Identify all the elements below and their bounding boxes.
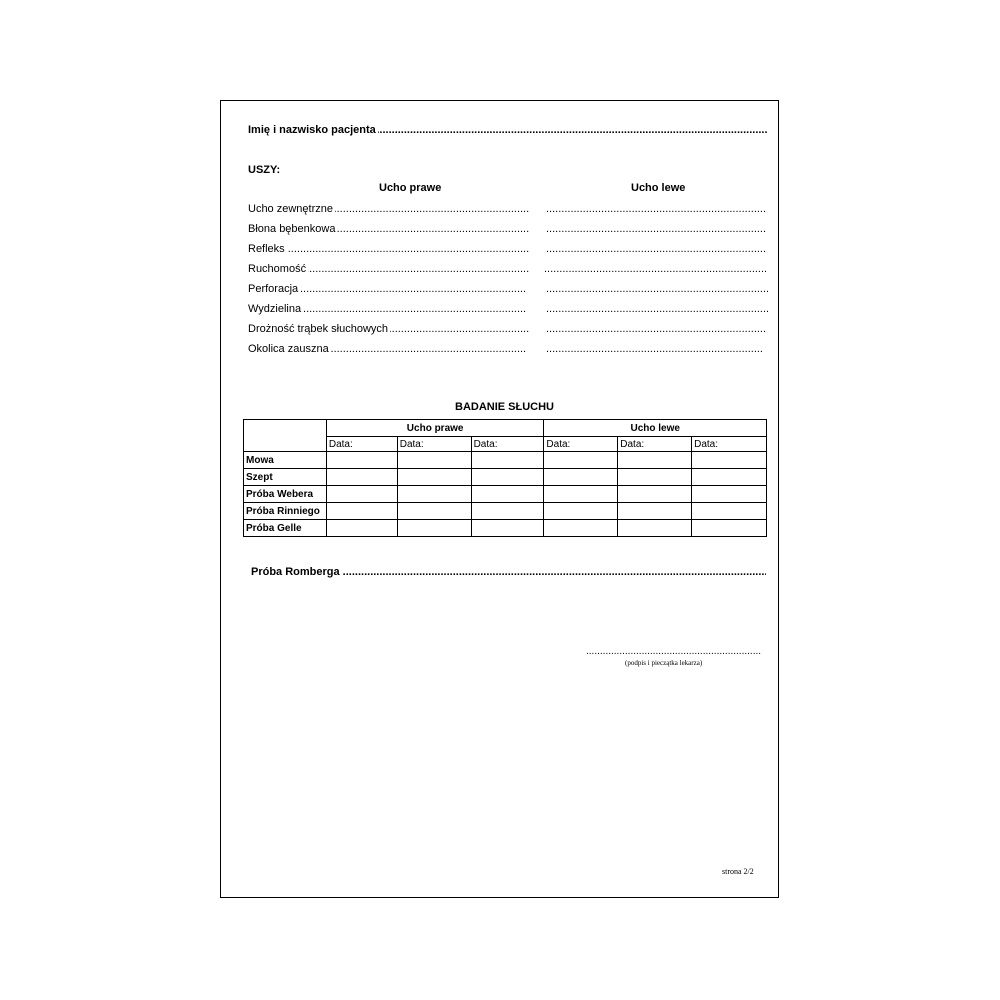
date-cell[interactable]: Data: <box>544 437 618 452</box>
result-cell[interactable] <box>471 452 544 469</box>
ears-row-left-field[interactable] <box>546 323 766 336</box>
row-label: Próba Gelle <box>244 520 327 537</box>
result-cell[interactable] <box>471 486 544 503</box>
ears-row-left-field[interactable] <box>546 303 768 316</box>
ears-row[interactable]: Okolica zauszna ..... <box>248 343 527 356</box>
ears-row-left-field[interactable] <box>546 343 764 356</box>
result-cell[interactable] <box>326 469 397 486</box>
ears-col-right-header: Ucho prawe <box>379 182 442 194</box>
date-cell[interactable]: Data: <box>471 437 544 452</box>
ears-row[interactable]: Ruchomość ..... <box>248 263 529 276</box>
ears-row[interactable]: Drożność trąbek słuchowych ..... <box>248 323 529 336</box>
page-number: strona 2/2 <box>722 867 754 876</box>
romberg-label: Próba Romberga <box>251 566 340 578</box>
result-cell[interactable] <box>692 520 767 537</box>
document-page <box>220 100 779 898</box>
result-cell[interactable] <box>692 503 767 520</box>
ears-col-left-header: Ucho lewe <box>631 182 686 194</box>
ears-row-left-field[interactable] <box>546 283 768 296</box>
date-cell[interactable]: Data: <box>692 437 767 452</box>
date-cell[interactable]: Data: <box>618 437 692 452</box>
patient-name-label: Imię i nazwisko pacjenta <box>248 124 376 136</box>
ears-section-title: USZY: <box>248 164 281 176</box>
result-cell[interactable] <box>692 452 767 469</box>
ears-row-left-field[interactable] <box>546 243 766 256</box>
hearing-title: BADANIE SŁUCHU <box>455 401 554 413</box>
result-cell[interactable] <box>326 503 397 520</box>
result-cell[interactable] <box>397 503 471 520</box>
result-cell[interactable] <box>618 520 692 537</box>
result-cell[interactable] <box>544 469 618 486</box>
result-cell[interactable] <box>692 469 767 486</box>
table-row <box>244 469 767 486</box>
result-cell[interactable] <box>544 452 618 469</box>
result-cell[interactable] <box>618 452 692 469</box>
signature-caption: (podpis i pieczątka lekarza) <box>625 659 703 667</box>
result-cell[interactable] <box>544 520 618 537</box>
row-label: Szept <box>244 469 327 486</box>
table-row <box>244 520 767 537</box>
result-cell[interactable] <box>618 469 692 486</box>
result-cell[interactable] <box>471 469 544 486</box>
hearing-table <box>243 419 767 537</box>
ears-row[interactable]: Błona bębenkowa ..... <box>248 223 529 236</box>
ears-row-left-field[interactable] <box>546 203 766 216</box>
table-row <box>244 503 767 520</box>
ears-row-left-field[interactable] <box>544 263 766 276</box>
signature-line[interactable] <box>586 646 761 657</box>
result-cell[interactable] <box>326 520 397 537</box>
result-cell[interactable] <box>618 503 692 520</box>
result-cell[interactable] <box>326 452 397 469</box>
result-cell[interactable] <box>326 486 397 503</box>
result-cell[interactable] <box>397 486 471 503</box>
result-cell[interactable] <box>397 452 471 469</box>
ears-row-left-field[interactable] <box>546 223 766 236</box>
ears-row[interactable]: Ucho zewnętrzne ..... <box>248 203 529 216</box>
date-cell[interactable]: Data: <box>397 437 471 452</box>
result-cell[interactable] <box>471 503 544 520</box>
result-cell[interactable] <box>544 486 618 503</box>
table-header-right-ear: Ucho prawe <box>326 420 544 437</box>
ears-row[interactable]: Wydzielina ..... <box>248 303 527 316</box>
result-cell[interactable] <box>544 503 618 520</box>
result-cell[interactable] <box>397 469 471 486</box>
row-label: Próba Rinniego <box>244 503 327 520</box>
table-row <box>244 486 767 503</box>
result-cell[interactable] <box>618 486 692 503</box>
patient-name-line[interactable] <box>248 124 768 137</box>
romberg-line[interactable] <box>251 566 766 579</box>
result-cell[interactable] <box>471 520 544 537</box>
row-label: Próba Webera <box>244 486 327 503</box>
result-cell[interactable] <box>692 486 767 503</box>
date-cell[interactable]: Data: <box>326 437 397 452</box>
ears-row[interactable]: Refleks ..... <box>248 243 529 256</box>
table-corner <box>244 420 327 452</box>
result-cell[interactable] <box>397 520 471 537</box>
table-header-left-ear: Ucho lewe <box>544 420 767 437</box>
table-row <box>244 452 767 469</box>
row-label: Mowa <box>244 452 327 469</box>
ears-row[interactable]: Perforacja ..... <box>248 283 527 296</box>
